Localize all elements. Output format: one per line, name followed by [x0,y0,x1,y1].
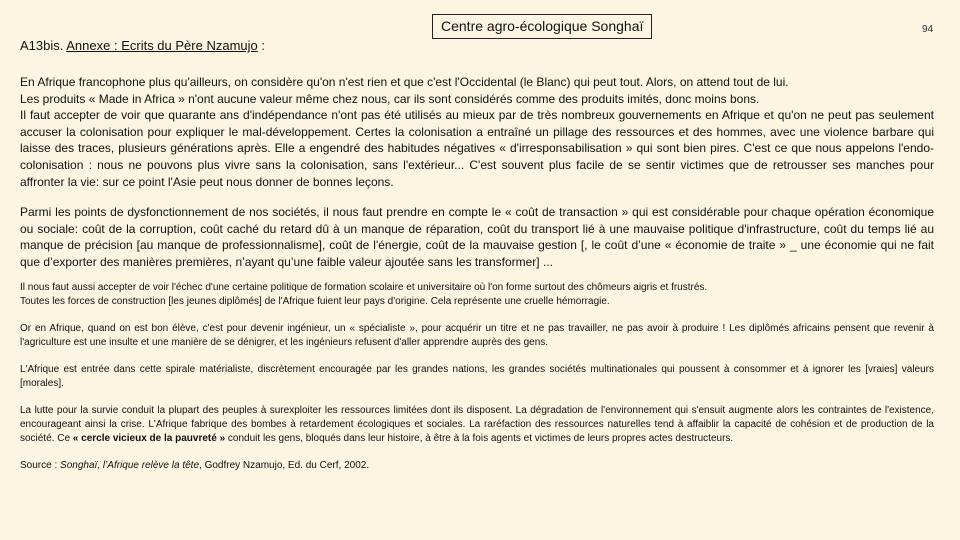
paragraph-4: Or en Afrique, quand on est bon élève, c'est pour devenir ingénieur, un « spécialiste », pour acquérir un titre et ne pas travailler, ne pas avoir à produire ! Les diplômés africains pensent que revenir à l'agriculture est une insulte et une manière de se dénigrer, et les ingénieurs refusent d'aller apprendre auprès des gens. [20,322,934,348]
paragraph-5: L'Afrique est entrée dans cette spirale matérialiste, discrètement encouragée par les grandes nations, les grandes sociétés multinationales qui poussent à consommer et à ignorer les [vraies] valeurs [morales]. [20,363,934,389]
paragraph-1-rest: Il faut accepter de voir que quarante ans d'indépendance n'ont pas été utilisés au mieux par de très nombreux gouvernements en Afrique et qu'on ne peut pas seulement accuser la colonisation pour expliquer le mal-développement. Certes la colonisation a entraîné un pillage des ressources et des hommes, avec une violence barbare qui laisse des traces, plusieurs générations après. Elle a engendré des habitudes négatives « d'irresponsabilisation » qui sont bien pires. C'est ce que nous appelons l'endo-colonisation : nous ne pouvons plus vivre sans la colonisation, sans l'extérieur... C'est souvent plus facile de se sentir victimes que de retrousser ses manches pour affronter la vie: sur ce point l'Asie peut nous donner de bonnes leçons. [20,108,934,189]
page-title [20,38,265,53]
paragraph-6-before: La lutte pour la survie conduit la plupart des peuples à surexploiter les ressources limitées dont ils disposent. La dégradation de l'environnement qui s'ensuit augmente alors les contraintes de l'existence, encourageant ainsi la crise. L'Afrique fabrique des bombes à retardement écologiques et sociales. La raréfaction des ressources naturelles tend à affaiblir la capacité de cohésion et de production de la société. Ce [20,404,934,444]
paragraph-3-line-1: Il nous faut aussi accepter de voir l'échec d'une certaine politique de formation scolaire et universitaire où l'on forme surtout des chômeurs aigris et frustrés. [20,281,708,293]
source-rest: , Godfrey Nzamujo, Ed. du Cerf, 2002. [199,459,370,471]
document-body [20,74,934,473]
paragraph-6-bold: « cercle vicieux de la pauvreté » [72,432,226,444]
paragraph-1 [20,74,934,190]
paragraph-2: Parmi les points de dysfonctionnement de nos sociétés, il nous faut prendre en compte le « coût de transaction » qui est considérable pour chaque opération économique ou sociale: coût de la corruption, coût caché du retard dû à un manque de réparation, coût du transport lié à une mauvaise politique d'infrastructure, coût du temps lié au manque de précision [au manque de professionnalisme], coût de l'énergie, coût de la mauvaise gestion [, le coût d’une « économie de traite » _ une économie qui ne fait que d’exporter des manières premières, n’ayant qu’une faible valeur ajoutée sans les transformer] ... [20,205,934,269]
page-number: 94 [922,24,934,35]
source-label: Source : [20,459,61,471]
paragraph-6-after: conduit les gens, bloqués dans leur histoire, à être à la fois agents et victimes de leurs propres actes destructeurs. [225,432,734,444]
title-underlined: Annexe : Ecrits du Père Nzamujo [66,38,258,53]
paragraph-1-line-2: Les produits « Made in Africa » n'ont aucune valeur même chez nous, car ils sont considérés comme des produits imités, donc moins bons. [20,91,760,106]
paragraph-6 [20,404,934,446]
source-book-title: Songhaï, l’Afrique relève la tête [60,459,200,471]
source-citation [20,459,934,473]
paragraph-3-line-2: Toutes les forces de construction [les jeunes diplômés] de l'Afrique fuient leur pays d'origine. Cela représente une cruelle hémorragie. [20,295,610,307]
title-suffix: : [257,38,265,53]
paragraph-3 [20,281,934,309]
title-prefix: A13bis. [20,38,67,53]
paragraph-1-line-1: En Afrique francophone plus qu'ailleurs, on considère qu'on n'est rien et que c'est l'Occidental (le Blanc) qui peut tout. Alors, on attend tout de lui. [20,75,789,89]
boxed-title: Centre agro-écologique Songhaï [432,14,652,39]
